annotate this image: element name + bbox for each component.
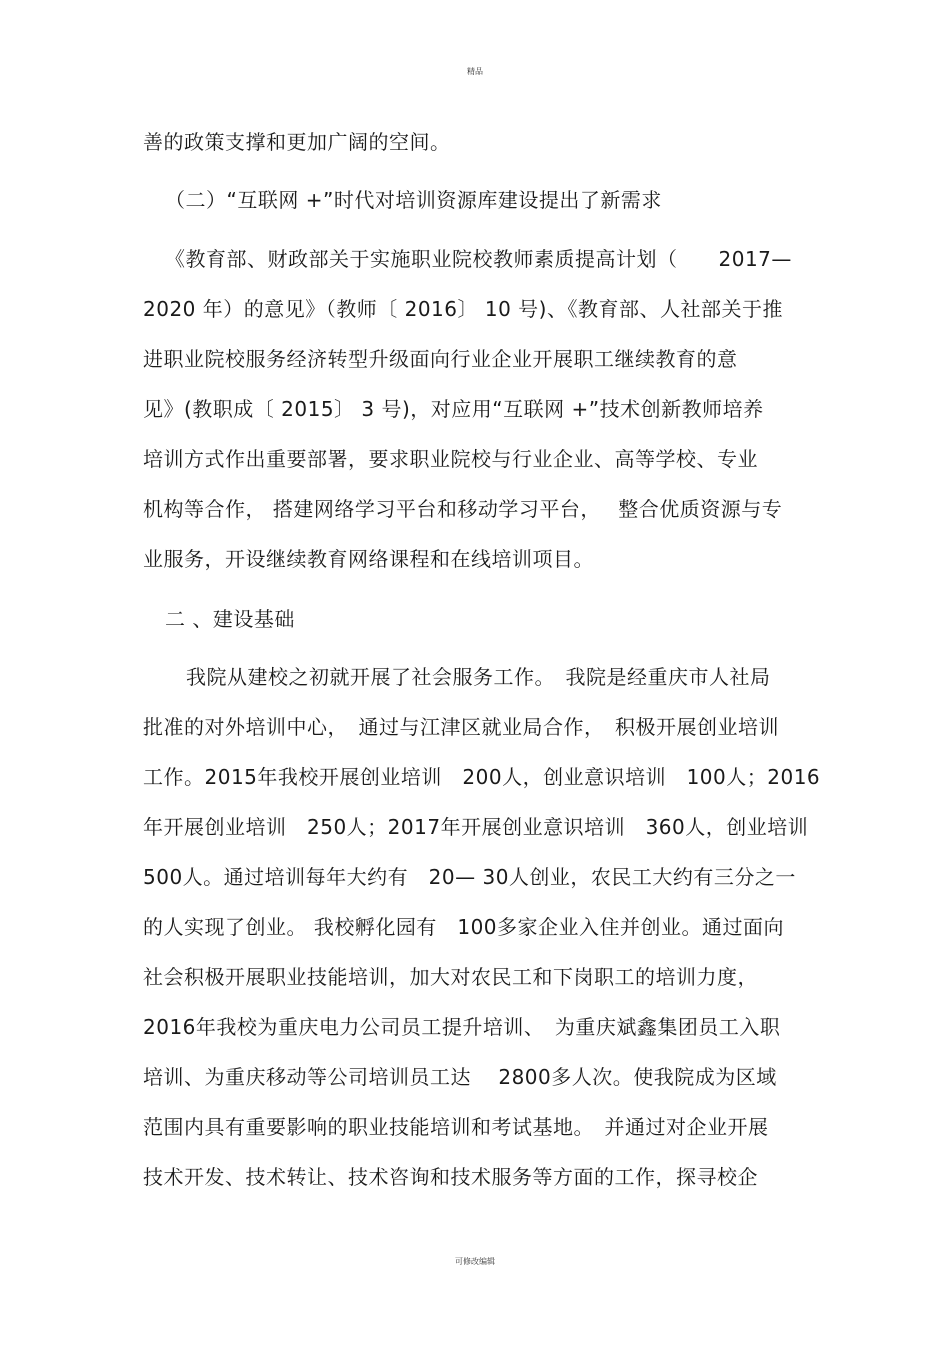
paragraph-line: 《教育部、财政部关于实施职业院校教师素质提高计划（ 2017— <box>165 247 792 271</box>
paragraph-line: 500人。通过培训每年大约有 20— 30人创业，农民工大约有三分之一 <box>143 865 796 889</box>
paragraph-line: 机构等合作， 搭建网络学习平台和移动学习平台， 整合优质资源与专 <box>143 497 783 521</box>
section-heading: （二）“互联网 +”时代对培训资源库建设提出了新需求 <box>165 188 662 212</box>
paragraph-line: 我院从建校之初就开展了社会服务工作。 我院是经重庆市人社局 <box>186 665 771 689</box>
paragraph-line: 培训、为重庆移动等公司培训员工达 2800多人次。使我院成为区域 <box>143 1065 777 1089</box>
paragraph-line: 2016年我校为重庆电力公司员工提升培训、 为重庆斌鑫集团员工入职 <box>143 1015 781 1039</box>
paragraph-line: 工作。2015年我校开展创业培训 200人，创业意识培训 100人；2016 <box>143 765 821 789</box>
paragraph-line: 2020 年）的意见》（教师〔 2016〕 10 号)、《教育部、人社部关于推 <box>143 297 783 321</box>
paragraph-line: 技术开发、技术转让、技术咨询和技术服务等方面的工作，探寻校企 <box>143 1165 758 1189</box>
paragraph-line: 社会积极开展职业技能培训，加大对农民工和下岗职工的培训力度， <box>143 965 758 989</box>
paragraph-line: 的人实现了创业。 我校孵化园有 100多家企业入住并创业。通过面向 <box>143 915 785 939</box>
paragraph-line: 进职业院校服务经济转型升级面向行业企业开展职工继续教育的意 <box>143 347 738 371</box>
paragraph-line: 业服务，开设继续教育网络课程和在线培训项目。 <box>143 547 594 571</box>
paragraph-line: 批准的对外培训中心， 通过与江津区就业局合作， 积极开展创业培训 <box>143 715 779 739</box>
paragraph-line: 培训方式作出重要部署，要求职业院校与行业企业、高等学校、专业 <box>143 447 758 471</box>
paragraph-line: 年开展创业培训 250人；2017年开展创业意识培训 360人，创业培训 <box>143 815 809 839</box>
paragraph-line: 范围内具有重要影响的职业技能培训和考试基地。 并通过对企业开展 <box>143 1115 769 1139</box>
section-heading: 二 、建设基础 <box>165 607 295 631</box>
page-header: 精品 <box>467 67 483 76</box>
page-footer: 可修改编辑 <box>455 1257 495 1266</box>
paragraph-line: 善的政策支撑和更加广阔的空间。 <box>143 130 451 154</box>
paragraph-line: 见》(教职成〔 2015〕 3 号)，对应用“互联网 +”技术创新教师培养 <box>143 397 764 421</box>
